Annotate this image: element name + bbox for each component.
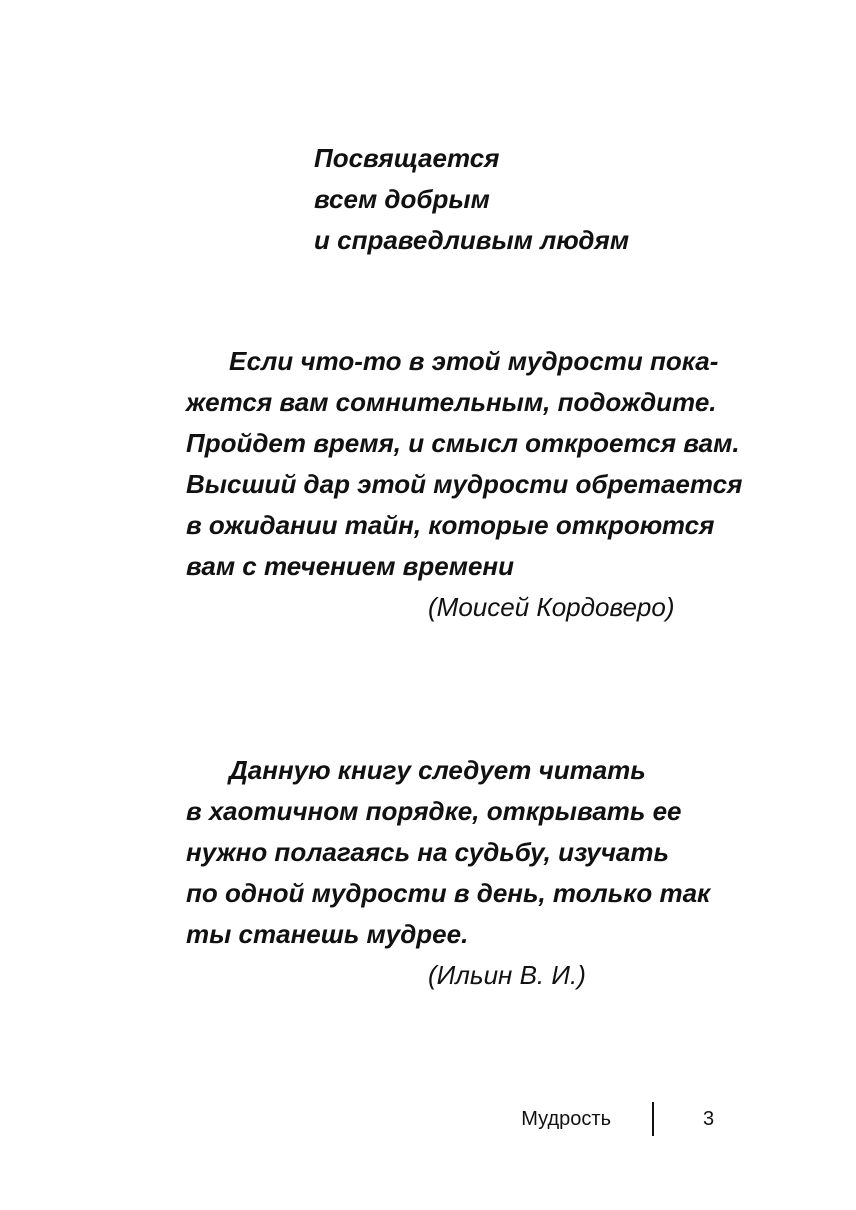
- page-footer: [0, 1102, 856, 1136]
- quote-attribution: (Ильин В. И.): [428, 960, 586, 990]
- quote-line: Высший дар этой мудрости обретается: [186, 469, 743, 499]
- quote-line: ты станешь мудрее.: [186, 919, 469, 949]
- footer-divider: [652, 1102, 654, 1136]
- quote-attribution: (Моисей Кордоверо): [428, 592, 675, 622]
- epigraph-quote-ilyin: [186, 750, 746, 996]
- page-number: 3: [703, 1108, 715, 1130]
- quote-line: Если что-то в этой мудрости пока-: [229, 346, 719, 376]
- dedication-line: всем добрым: [314, 184, 490, 214]
- dedication-line: и справедливым людям: [314, 225, 630, 255]
- running-title: Мудрость: [521, 1108, 611, 1130]
- quote-line: нужно полагаясь на судьбу, изучать: [186, 837, 669, 867]
- dedication-line: Посвящается: [314, 143, 500, 173]
- quote-line: вам с течением времени: [186, 551, 514, 581]
- quote-line: в хаотичном порядке, открывать ее: [186, 796, 682, 826]
- epigraph-quote-cordovero: [186, 341, 746, 628]
- quote-line: в ожидании тайн, которые откроются: [186, 510, 715, 540]
- quote-line: по одной мудрости в день, только так: [186, 878, 711, 908]
- quote-line: жется вам сомнительным, подождите.: [186, 387, 717, 417]
- quote-line: Данную книгу следует читать: [229, 755, 646, 785]
- quote-line: Пройдет время, и смысл откроется вам.: [186, 428, 740, 458]
- dedication: [314, 138, 734, 261]
